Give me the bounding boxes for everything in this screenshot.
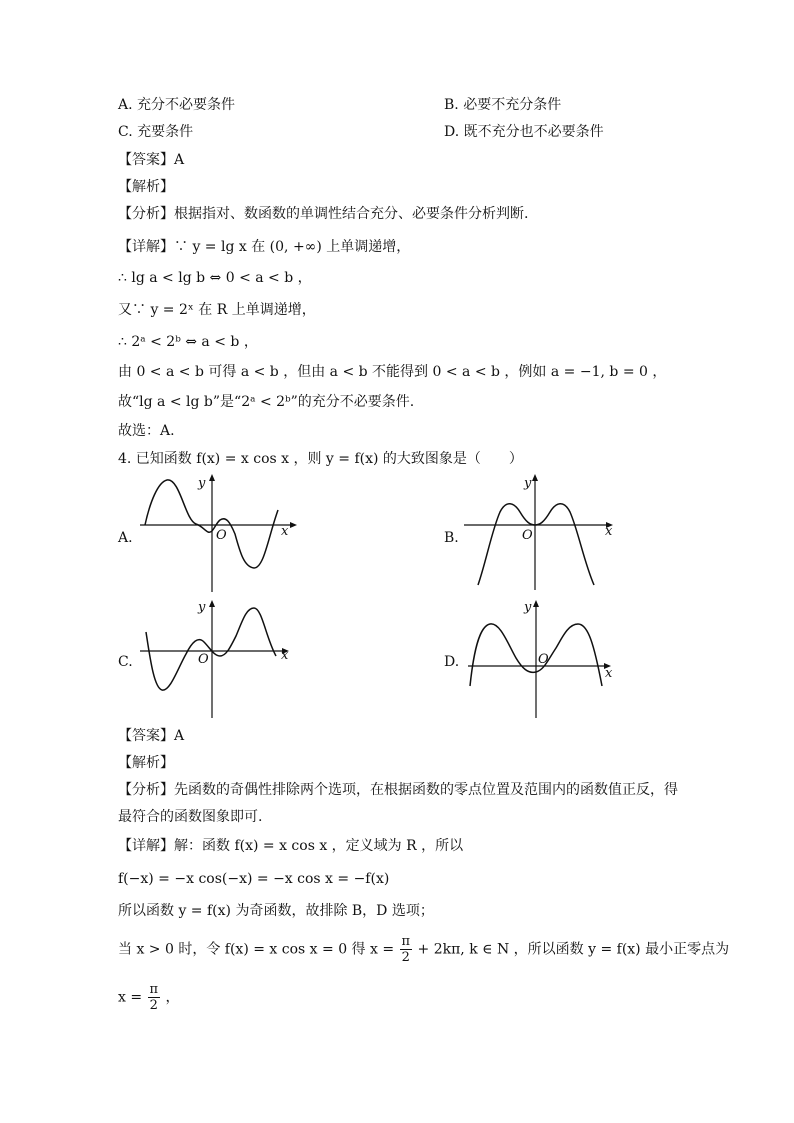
graph-label-a: A.: [118, 530, 133, 546]
graph-label-d: D.: [444, 654, 460, 670]
graph-a-origin: O: [216, 528, 227, 543]
graph-d-x-label: x: [605, 666, 613, 681]
q4-stem: 4. 已知函数 f(x) = x cos x ，则 y = f(x) 的大致图象是（ ）: [118, 451, 523, 467]
q4-detail-4-post: + 2kπ, k ∈ N ，所以函数 y = f(x) 最小正零点为: [417, 941, 730, 958]
q3-fenxi: 【分析】根据指对、数函数的单调性结合充分、必要条件分析判断.: [118, 206, 529, 222]
q4-analysis-heading: 【解析】: [118, 755, 174, 771]
q3-answer: 【答案】A: [118, 152, 185, 168]
x-axis-arrow: [290, 522, 297, 528]
q4-fenxi-2: 最符合的函数图象即可.: [118, 809, 263, 825]
fraction-pi-over-2: [148, 982, 161, 1013]
option-a: A. 充分不必要条件: [118, 97, 236, 113]
graph-label-b: B.: [444, 530, 459, 546]
fraction-numerator: π: [149, 982, 159, 997]
graph-c-origin: O: [198, 652, 209, 667]
q4-fenxi-1: 【分析】先函数的奇偶性排除两个选项，在根据函数的零点位置及范围内的函数值正反，得: [118, 782, 678, 798]
q4-detail-5-post: ，: [165, 989, 180, 1006]
q3-detail-1: 【详解】∵ y = lg x 在 (0, +∞) 上单调递增，: [118, 239, 411, 255]
fraction-numerator: π: [401, 934, 411, 949]
q3-detail-5: 由 0 < a < b 可得 a < b ，但由 a < b 不能得到 0 < a < b ，例如 a = −1, b = 0 ，: [118, 364, 667, 380]
q4-answer: 【答案】A: [118, 728, 185, 744]
graph-a-x-label: x: [281, 524, 289, 539]
q4-detail-4-pre: 当 x > 0 时，令 f(x) = x cos x = 0 得 x =: [118, 941, 395, 958]
y-axis-arrow: [532, 474, 538, 481]
q4-detail-1: 【详解】解：函数 f(x) = x cos x ，定义域为 R ，所以: [118, 838, 464, 854]
y-axis-arrow: [533, 600, 539, 607]
fraction-denominator: 2: [149, 998, 158, 1013]
graph-b-x-label: x: [605, 524, 613, 539]
curve: [478, 504, 594, 585]
q3-detail-6: 故“lg a < lg b”是“2ᵃ < 2ᵇ”的充分不必要条件.: [118, 394, 415, 410]
q4-detail-5-pre: x =: [118, 989, 143, 1006]
q3-detail-7: 故选：A.: [118, 423, 175, 439]
graph-d-origin: O: [538, 652, 549, 667]
y-axis-arrow: [209, 474, 215, 481]
q3-analysis-heading: 【解析】: [118, 179, 174, 195]
graph-a-y-label: y: [198, 476, 206, 491]
graph-d-y-label: y: [524, 600, 532, 615]
graph-b-origin: O: [522, 528, 533, 543]
option-c: C. 充要条件: [118, 124, 194, 140]
q4-detail-3: 所以函数 y = f(x) 为奇函数，故排除 B，D 选项；: [118, 903, 434, 919]
graph-b-y-label: y: [524, 476, 532, 491]
q3-detail-4: ∴ 2ᵃ < 2ᵇ ⇔ a < b ，: [118, 334, 258, 350]
fraction-pi-over-2: [400, 934, 413, 965]
fraction-denominator: 2: [401, 950, 410, 965]
q4-detail-2: f(−x) = −x cos(−x) = −x cos x = −f(x): [118, 871, 390, 887]
y-axis-arrow: [209, 600, 215, 607]
q3-detail-2: ∴ lg a < lg b ⇔ 0 < a < b ，: [118, 270, 312, 286]
graph-c-y-label: y: [198, 600, 206, 615]
graph-c: [140, 598, 300, 720]
q4-detail-5: [118, 982, 180, 1013]
option-d: D. 既不充分也不必要条件: [444, 124, 604, 140]
q3-detail-3: 又∵ y = 2ˣ 在 R 上单调递增，: [118, 302, 316, 318]
option-b: B. 必要不充分条件: [444, 97, 562, 113]
graph-c-x-label: x: [281, 648, 289, 663]
graph-b: [464, 472, 624, 594]
graph-label-c: C.: [118, 654, 133, 670]
q4-detail-4: [118, 934, 729, 965]
curve: [146, 608, 276, 690]
